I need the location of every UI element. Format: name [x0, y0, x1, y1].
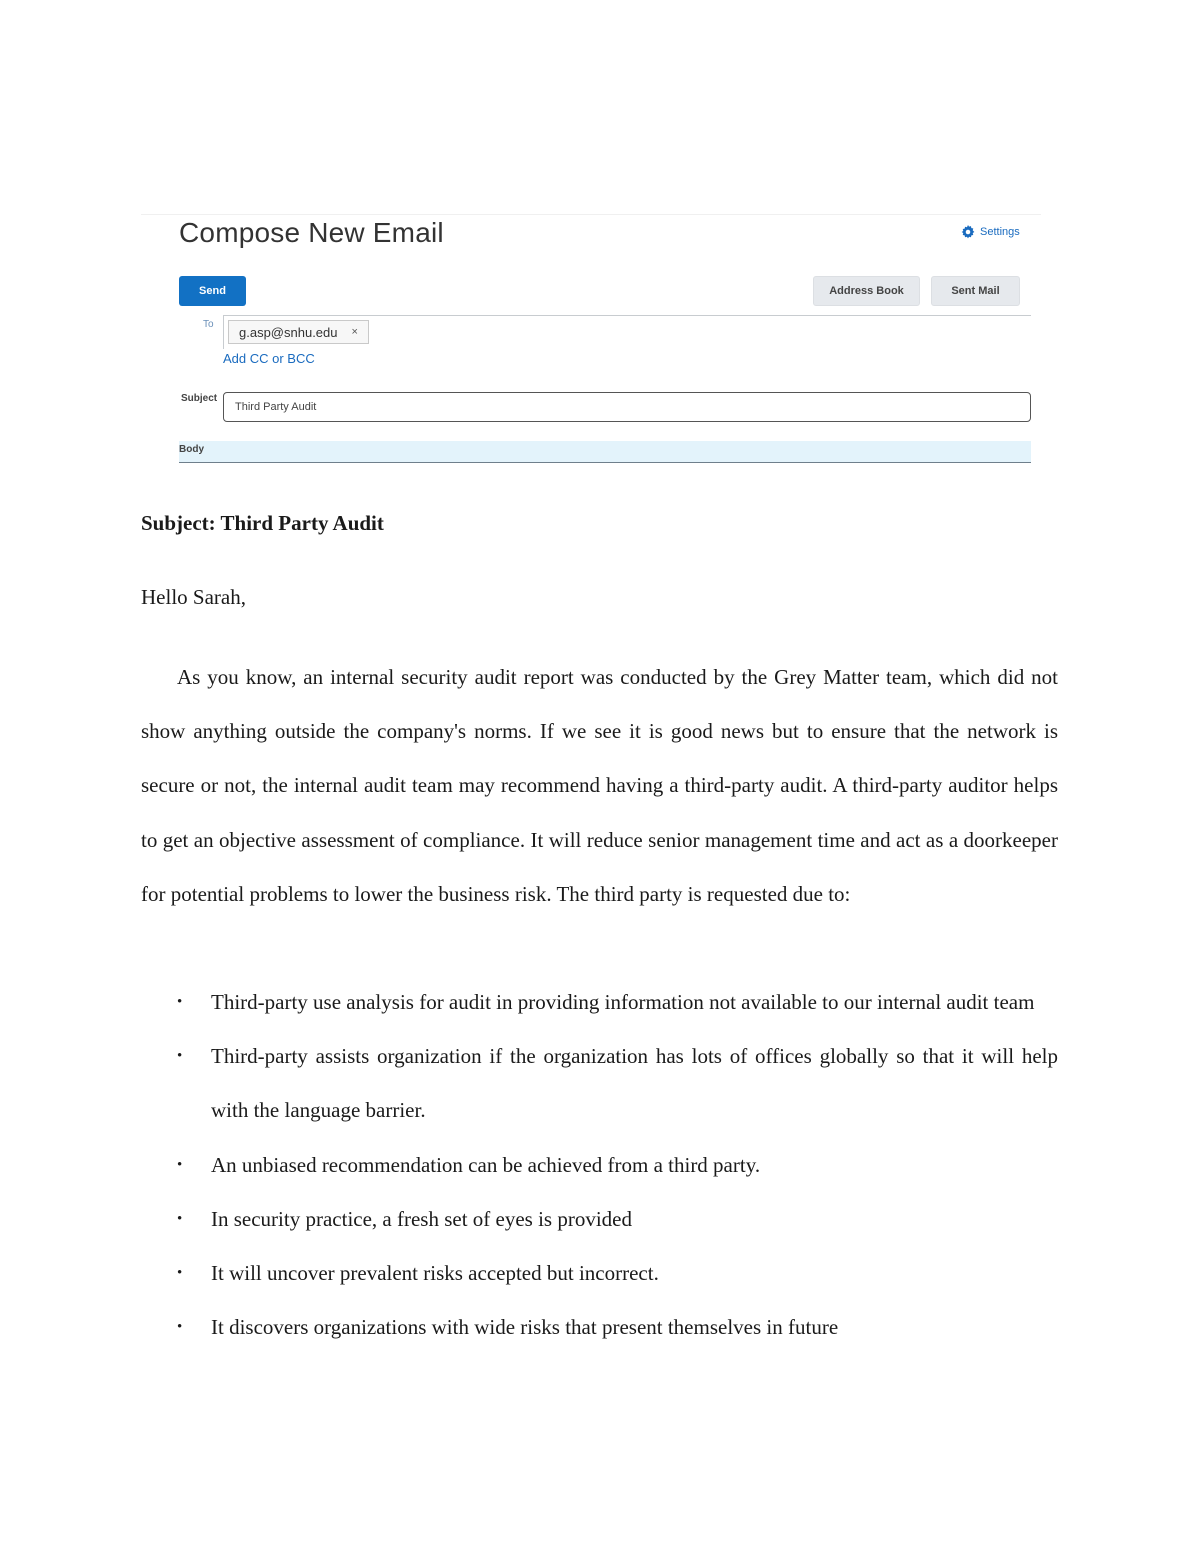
- document-subject-line: Subject: Third Party Audit: [141, 511, 384, 535]
- bullet-icon: •: [177, 994, 183, 1010]
- to-field[interactable]: [223, 315, 1031, 349]
- bullet-icon: •: [177, 1210, 183, 1227]
- bullet-icon: •: [177, 1156, 183, 1173]
- body-label: Body: [179, 444, 204, 455]
- list-item: [141, 1300, 1058, 1354]
- list-item-text: It will uncover prevalent risks accepted but incorrect.: [211, 1261, 659, 1286]
- subject-input[interactable]: [223, 392, 1031, 422]
- subject-label: Subject: [181, 393, 218, 404]
- bullet-icon: •: [177, 1265, 183, 1282]
- list-item-text: Third-party use analysis for audit in providing information not available to our internal audit team: [211, 990, 1035, 1014]
- remove-recipient-icon[interactable]: ×: [351, 326, 358, 338]
- document-greeting: Hello Sarah,: [141, 585, 246, 609]
- send-button[interactable]: Send: [179, 276, 246, 306]
- gear-icon: [961, 225, 975, 239]
- add-cc-bcc-link[interactable]: Add CC or BCC: [223, 351, 315, 366]
- reasons-list: [141, 975, 1058, 1354]
- list-item-text: It discovers organizations with wide risks that present themselves in future: [211, 1315, 839, 1340]
- subject-value: Third Party Audit: [235, 401, 317, 413]
- body-editor-toolbar[interactable]: [179, 441, 1031, 463]
- bullet-icon: •: [177, 1048, 183, 1065]
- compose-email-screenshot: [141, 214, 1041, 467]
- list-item: [141, 975, 1058, 1029]
- bullet-icon: •: [177, 1319, 183, 1336]
- address-book-button[interactable]: Address Book: [813, 276, 920, 306]
- list-item-text: In security practice, a fresh set of eyes is provided: [211, 1206, 633, 1231]
- compose-title: Compose New Email: [179, 217, 444, 248]
- document-paragraph: As you know, an internal security audit report was conducted by the Grey Matter team, which did not show anything outside the company's norms. If we see it is good news but to ensure that the network is secure or not, the internal audit team may recommend having a third-party audit. A third-party auditor helps to get an objective assessment of compliance. It will reduce senior management time and act as a doorkeeper for potential problems to lower the business risk. The third party is requested due to:: [141, 665, 1058, 906]
- recipient-address: g.asp@snhu.edu: [239, 324, 338, 340]
- settings-label: Settings: [980, 226, 1020, 238]
- list-item-text: Third-party assists organization if the organization has lots of offices globally so that it will help with the language barrier.: [211, 1044, 1058, 1123]
- settings-link[interactable]: [961, 225, 1020, 239]
- to-label: To: [203, 319, 214, 330]
- list-item: [141, 1246, 1058, 1300]
- list-item: [141, 1192, 1058, 1246]
- sent-mail-button[interactable]: Sent Mail: [931, 276, 1020, 306]
- recipient-chip[interactable]: [228, 320, 369, 344]
- list-item: [141, 1029, 1058, 1137]
- list-item-text: An unbiased recommendation can be achieved from a third party.: [211, 1152, 761, 1177]
- list-item: [141, 1138, 1058, 1192]
